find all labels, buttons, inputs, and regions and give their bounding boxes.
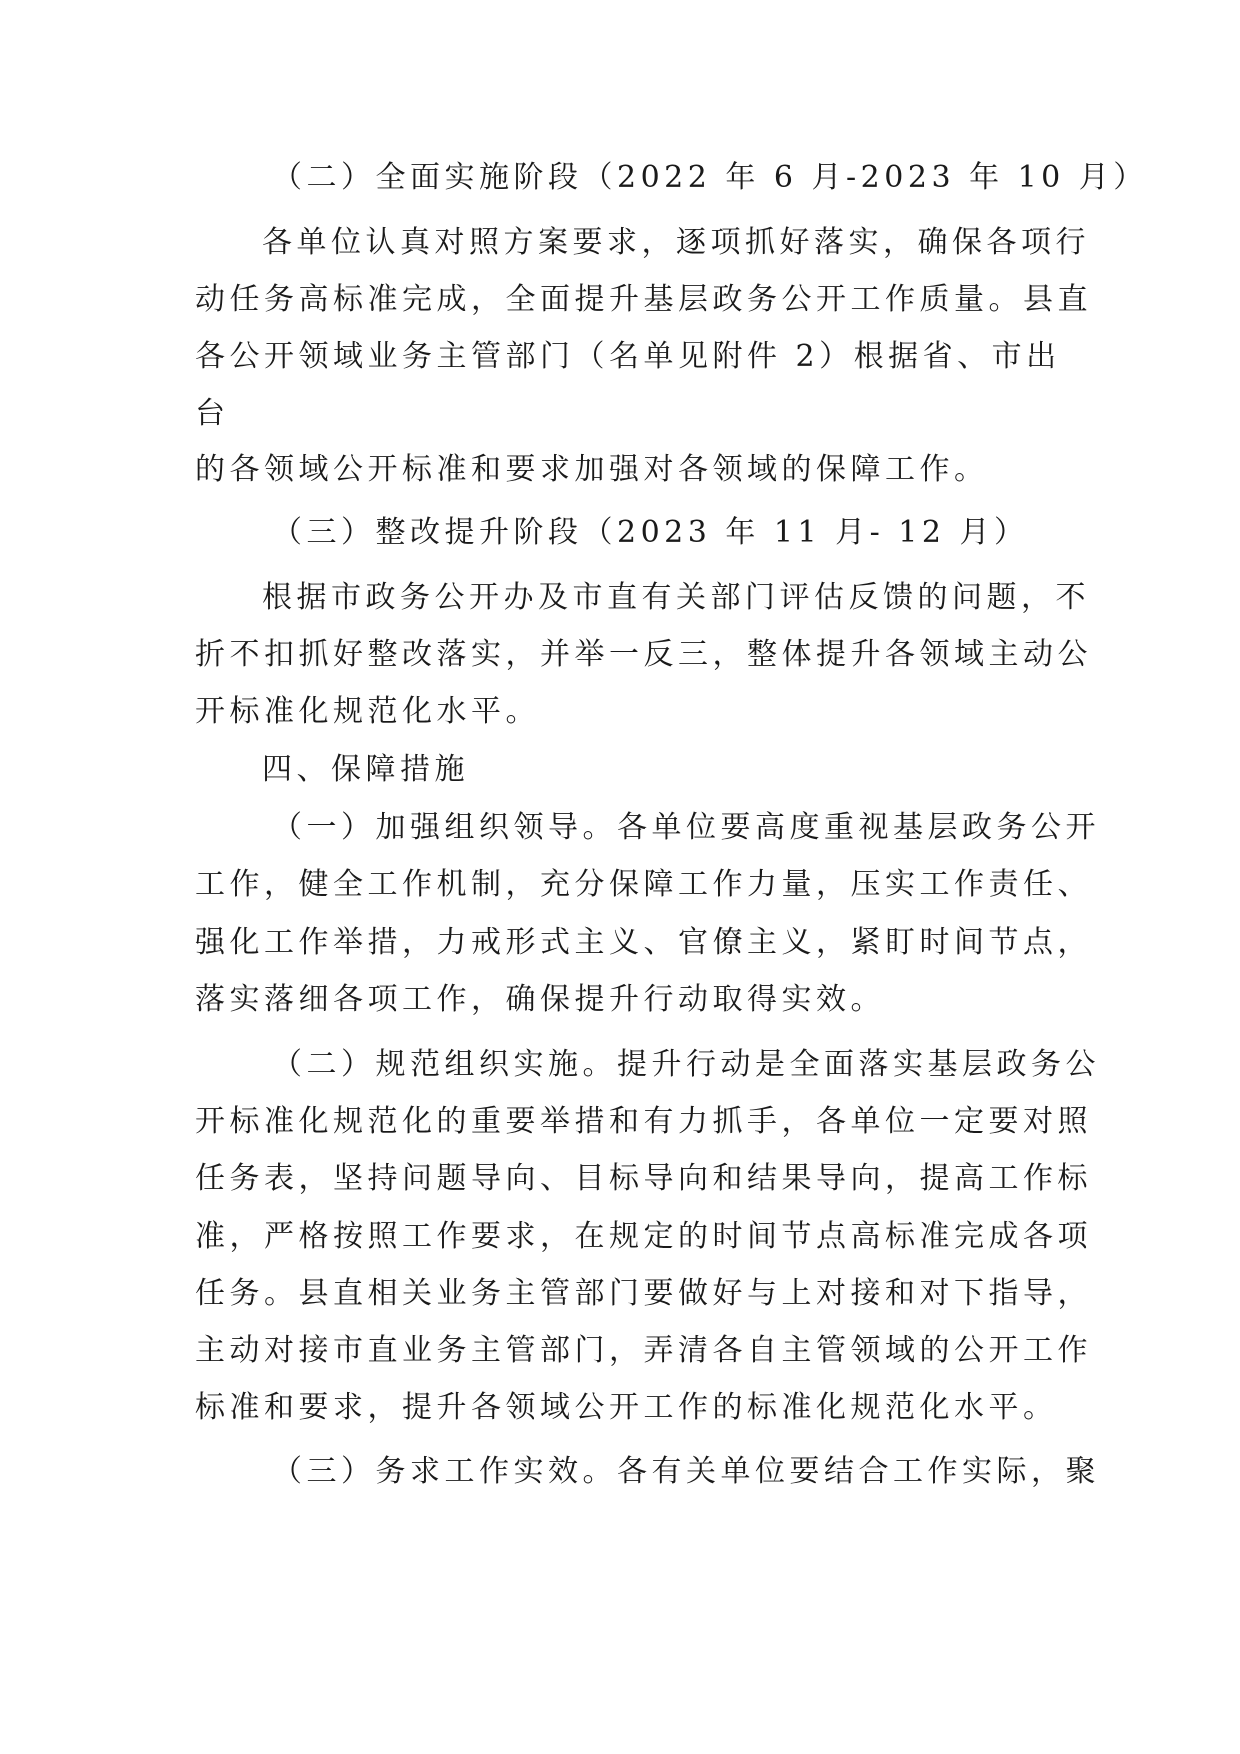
paragraph-line: （二）规范组织实施。提升行动是全面落实基层政务公 — [272, 1047, 1100, 1082]
paragraph-line: 工作，健全工作机制，充分保障工作力量，压实工作责任、 — [195, 867, 1092, 902]
paragraph-line: 的各领域公开标准和要求加强对各领域的保障工作。 — [195, 452, 989, 487]
paragraph-line: 落实落细各项工作，确保提升行动取得实效。 — [195, 982, 885, 1017]
paragraph-line: 准，严格按照工作要求，在规定的时间节点高标准完成各项 — [195, 1219, 1092, 1254]
paragraph-line: 开标准化规范化的重要举措和有力抓手，各单位一定要对照 — [195, 1104, 1092, 1139]
heading-phase-2: （二）全面实施阶段（2022 年 6 月-2023 年 10 月） — [272, 160, 1148, 195]
paragraph-line: 强化工作举措，力戒形式主义、官僚主义，紧盯时间节点， — [195, 925, 1092, 960]
paragraph-line: 标准和要求，提升各领域公开工作的标准化规范化水平。 — [195, 1390, 1058, 1425]
paragraph-line: 主动对接市直业务主管部门，弄清各自主管领域的公开工作 — [195, 1333, 1092, 1368]
heading-phase-3: （三）整改提升阶段（2023 年 11 月- 12 月） — [272, 515, 1029, 550]
paragraph-line: 任务表，坚持问题导向、目标导向和结果导向，提高工作标 — [195, 1161, 1092, 1196]
paragraph-line: 各公开领域业务主管部门（名单见附件 2）根据省、市出 — [195, 339, 1061, 374]
paragraph-line: 根据市政务公开办及市直有关部门评估反馈的问题，不 — [262, 580, 1090, 615]
paragraph-line: 开标准化规范化水平。 — [195, 694, 540, 729]
paragraph-line: 任务。县直相关业务主管部门要做好与上对接和对下指导， — [195, 1276, 1092, 1311]
paragraph-line: 台 — [195, 396, 230, 431]
paragraph-line: 折不扣抓好整改落实，并举一反三，整体提升各领域主动公 — [195, 637, 1092, 672]
paragraph-line: （三）务求工作实效。各有关单位要结合工作实际，聚 — [272, 1454, 1100, 1489]
paragraph-line: （一）加强组织领导。各单位要高度重视基层政务公开 — [272, 810, 1100, 845]
paragraph-line: 动任务高标准完成，全面提升基层政务公开工作质量。县直 — [195, 282, 1092, 317]
paragraph-line: 各单位认真对照方案要求，逐项抓好落实，确保各项行 — [262, 225, 1090, 260]
section-heading-measures: 四、保障措施 — [262, 752, 469, 787]
